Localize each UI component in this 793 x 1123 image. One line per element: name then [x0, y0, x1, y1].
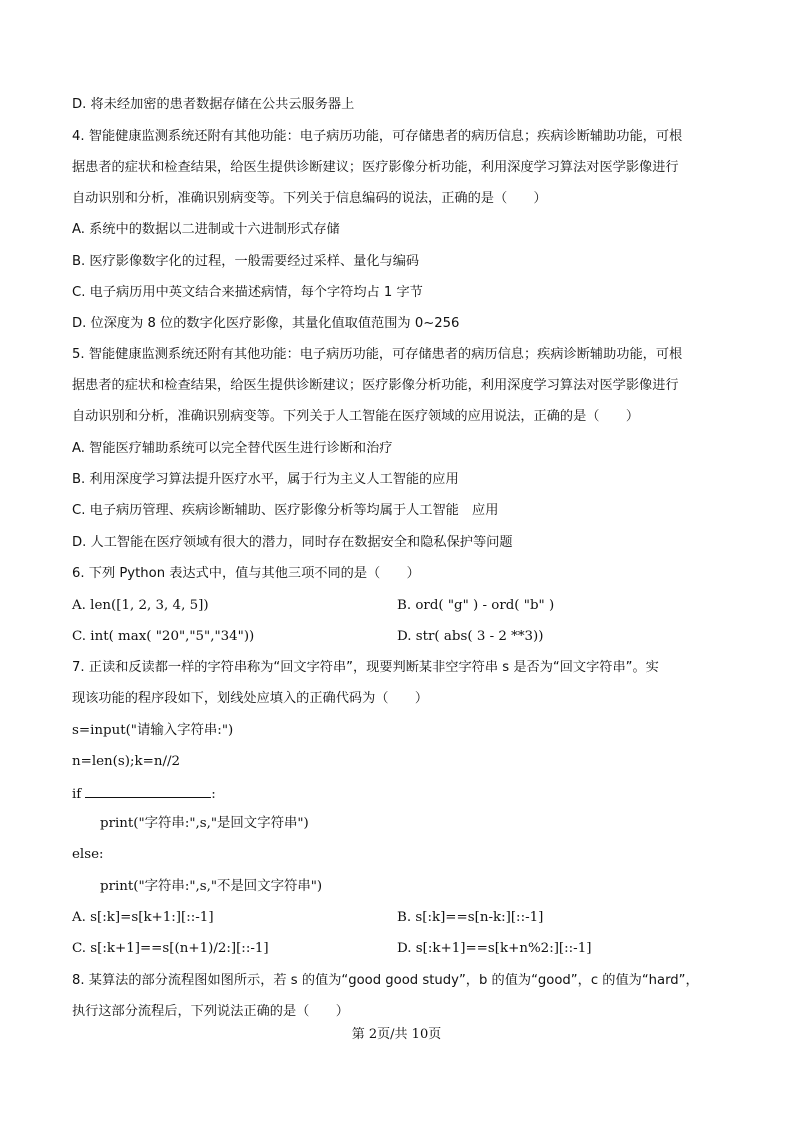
q8-stem-line-2: 执行这部分流程后，下列说法正确的是（ ） [72, 1004, 349, 1019]
q6-stem: 6. 下列 Python 表达式中，值与其他三项不同的是（ ） [72, 566, 420, 581]
q5-option-b: B. 利用深度学习算法提升医疗水平，属于行为主义人工智能的应用 [72, 472, 459, 487]
q4-option-d: D. 位深度为 8 位的数字化医疗影像，其量化值取值范围为 0~256 [72, 316, 460, 331]
q7-code-line-6: print("字符串:",s,"不是回文字符串") [100, 879, 323, 894]
q4-stem-line-3: 自动识别和分析，准确识别病变等。下列关于信息编码的说法，正确的是（ ） [72, 191, 547, 206]
q4-option-c: C. 电子病历用中英文结合来描述病情，每个字符均占 1 字节 [72, 285, 423, 300]
q5-option-a: A. 智能医疗辅助系统可以完全替代医生进行诊断和治疗 [72, 441, 393, 456]
q7-stem-line-2: 现该功能的程序段如下，划线处应填入的正确代码为（ ） [72, 691, 429, 706]
q4-option-a: A. 系统中的数据以二进制或十六进制形式存储 [72, 222, 340, 237]
q4-stem-line-1: 4. 智能健康监测系统还附有其他功能：电子病历功能，可存储患者的病历信息；疾病诊断辅助功能，可根 [72, 129, 683, 144]
page-footer: 第 2页/共 10页 [351, 1027, 442, 1042]
q5-stem-line-3: 自动识别和分析，准确识别病变等。下列关于人工智能在医疗领域的应用说法，正确的是（ ） [72, 409, 640, 424]
q5-stem-line-1: 5. 智能健康监测系统还附有其他功能：电子病历功能，可存储患者的病历信息；疾病诊断辅助功能，可根 [72, 347, 683, 362]
q7-code-line-3 [72, 784, 216, 804]
q4-option-b: B. 医疗影像数字化的过程，一般需要经过采样、量化与编码 [72, 254, 420, 269]
q6-option-c: C. int( max( "20","5","34")) [72, 629, 255, 644]
q7-option-d: D. s[:k+1]==s[k+n%2:][::-1] [397, 941, 592, 956]
code-colon: : [211, 787, 216, 802]
q6-option-b: B. ord( "g" ) - ord( "b" ) [397, 598, 555, 613]
q3-option-d: D. 将未经加密的患者数据存储在公共云服务器上 [72, 97, 355, 112]
q7-code-line-5: else: [72, 847, 104, 862]
q7-stem-line-1: 7. 正读和反读都一样的字符串称为“回文字符串”，现要判断某非空字符串 s 是否为“回文字符串”。实 [72, 660, 659, 675]
q5-option-c: C. 电子病历管理、疾病诊断辅助、医疗影像分析等均属于人工智能 应用 [72, 503, 499, 518]
q7-code-line-4: print("字符串:",s,"是回文字符串") [100, 816, 309, 831]
code-if-keyword: if [72, 787, 82, 802]
q7-code-line-2: n=len(s);k=n//2 [72, 754, 181, 769]
q7-option-a: A. s[:k]=s[k+1:][::-1] [72, 910, 214, 925]
q8-stem-line-1: 8. 某算法的部分流程图如图所示，若 s 的值为“good good study”，b 的值为“good”，c 的值为“hard”， [72, 973, 699, 988]
q6-option-a: A. len([1, 2, 3, 4, 5]) [72, 598, 209, 613]
q5-stem-line-2: 据患者的症状和检查结果，给医生提供诊断建议；医疗影像分析功能，利用深度学习算法对医学影像进行 [72, 378, 679, 393]
q6-option-d: D. str( abs( 3 - 2 **3)) [397, 629, 544, 644]
q5-option-d: D. 人工智能在医疗领域有很大的潜力，同时存在数据安全和隐私保护等问题 [72, 535, 513, 550]
q7-code-line-1: s=input("请输入字符串:") [72, 723, 234, 738]
q7-option-c: C. s[:k+1]==s[(n+1)/2:][::-1] [72, 941, 269, 956]
q7-option-b: B. s[:k]==s[n-k:][::-1] [397, 910, 544, 925]
q4-stem-line-2: 据患者的症状和检查结果，给医生提供诊断建议；医疗影像分析功能，利用深度学习算法对医学影像进行 [72, 160, 679, 175]
fill-in-blank [85, 784, 211, 798]
